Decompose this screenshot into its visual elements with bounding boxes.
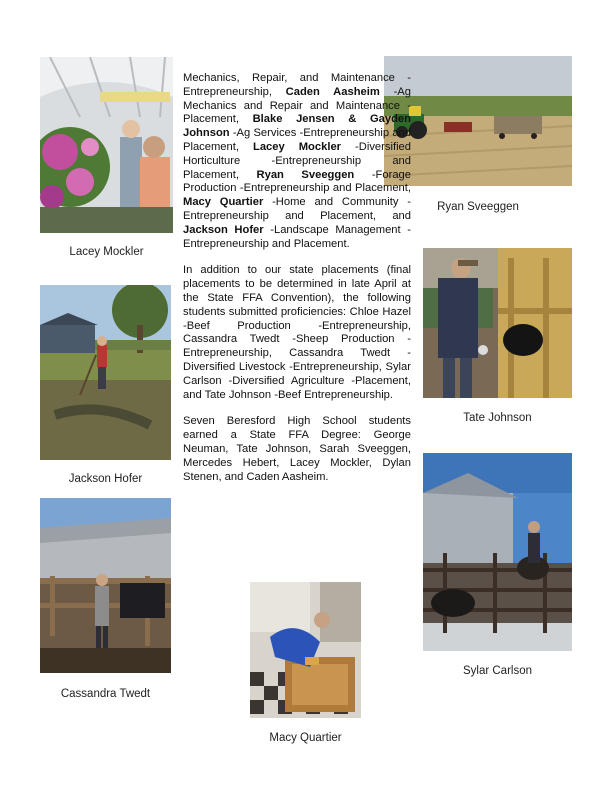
- caption-tate-johnson: Tate Johnson: [463, 412, 532, 424]
- article-text: [183, 72, 411, 497]
- student-name: Lacey Mockler: [253, 140, 342, 153]
- article-paragraph-1: [183, 72, 411, 251]
- yard-image: [40, 285, 171, 460]
- photo-macy-quartier: [250, 582, 361, 718]
- caption-jackson-hofer: Jackson Hofer: [68, 473, 143, 485]
- text-segment: -Ag Mechanics and Repair and Maintenance -Placement,: [183, 85, 411, 126]
- photo-sylar-carlson: [423, 453, 572, 651]
- photo-ryan-sveeggen: [384, 56, 572, 186]
- student-name: Macy Quartier: [183, 196, 264, 209]
- photo-jackson-hofer: [40, 285, 171, 460]
- article-paragraph-3: Seven Beresford High School students earned a State FFA Degree: George Neuman, Tate Johnson, Sarah Sveeggen, Mercedes Hebert, Lacey Mockler, Dylan Stenen, and Caden Aasheim.: [183, 415, 411, 483]
- corral-image: [423, 453, 572, 651]
- photo-lacey-mockler: [40, 57, 173, 233]
- text-segment: -Ag Services -Entrepreneurship and Placement,: [183, 127, 411, 153]
- article-paragraph-2: In addition to our state placements (final placements to be determined in late April at the State FFA Convention), the following students submitted proficiencies: Chloe Hazel -Beef Production -Entrepreneurship, Cassandra Twedt -Sheep Production -Entrepreneurship, Cassandra Twedt -Diversified Livestock -Entrepreneurship, Sylar Carlson -Diversified Agriculture -Placement, and Tate Johnson -Beef Entrepreneurship.: [183, 264, 411, 401]
- caption-cassandra-twedt: Cassandra Twedt: [60, 688, 151, 700]
- text-segment: -Home and Community -Entrepreneurship and Placement, and: [183, 196, 411, 222]
- hay-field-image: [384, 56, 572, 186]
- cattle-chute-image: [423, 248, 572, 398]
- student-name: Caden Aasheim: [285, 85, 380, 98]
- sanding-image: [250, 582, 361, 718]
- text-segment: -Landscape Management -Entrepreneurship and Placement.: [183, 223, 411, 250]
- photo-cassandra-twedt: [40, 498, 171, 673]
- student-name: Blake Jensen & Gayden Johnson: [183, 113, 411, 140]
- caption-sylar-carlson: Sylar Carlson: [462, 665, 533, 677]
- text-segment: Mechanics, Repair, and Maintenance -Entrepreneurship,: [183, 72, 411, 98]
- livestock-barn-image: [40, 498, 171, 673]
- caption-ryan-sveeggen: Ryan Sveeggen: [437, 201, 519, 213]
- text-segment: -Diversified Horticulture -Entrepreneurship and Placement,: [183, 140, 411, 181]
- student-name: Ryan Sveeggen: [256, 168, 355, 181]
- caption-lacey-mockler: Lacey Mockler: [69, 246, 144, 258]
- student-name: Jackson Hofer: [183, 223, 264, 236]
- text-segment: -Forage Production -Entrepreneurship and Placement,: [183, 168, 411, 195]
- caption-macy-quartier: Macy Quartier: [269, 732, 342, 744]
- photo-tate-johnson: [423, 248, 572, 398]
- greenhouse-image: [40, 57, 173, 233]
